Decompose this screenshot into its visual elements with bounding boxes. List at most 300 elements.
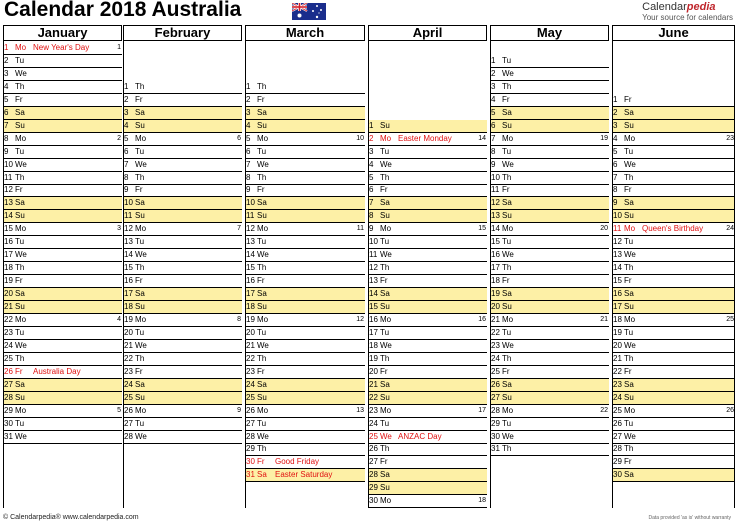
day-cell xyxy=(368,275,487,288)
day-cell xyxy=(490,314,609,327)
day-number: 21 xyxy=(4,302,13,311)
day-of-week: We xyxy=(380,250,392,260)
day-cell xyxy=(368,210,487,223)
day-number: 12 xyxy=(4,185,13,195)
day-cell xyxy=(490,262,609,275)
day-number: 20 xyxy=(4,289,13,299)
holiday-label: Good Friday xyxy=(275,457,320,467)
day-cell xyxy=(490,431,609,444)
day-of-week: Mo xyxy=(257,405,269,415)
day-number: 4 xyxy=(124,120,129,130)
day-of-week: We xyxy=(15,250,27,260)
day-of-week: We xyxy=(624,431,636,441)
day-of-week: Fr xyxy=(502,94,510,104)
day-of-week: Su xyxy=(380,392,390,402)
day-of-week: Fr xyxy=(15,276,23,286)
day-of-week: Mo xyxy=(257,224,269,234)
day-number: 14 xyxy=(4,211,13,221)
day-of-week: Sa xyxy=(380,289,390,299)
day-number: 19 xyxy=(491,289,500,299)
day-of-week: Tu xyxy=(15,327,25,337)
day-of-week: Sa xyxy=(257,379,267,389)
day-of-week: Sa xyxy=(15,107,25,117)
day-of-week: Fr xyxy=(135,366,143,376)
day-number: 26 xyxy=(4,366,13,376)
day-of-week: Su xyxy=(624,211,634,221)
day-of-week: Fr xyxy=(257,276,265,286)
day-number: 21 xyxy=(124,340,133,350)
day-number: 21 xyxy=(369,379,378,389)
day-cell xyxy=(368,327,487,340)
day-of-week: Tu xyxy=(502,327,512,337)
day-cell xyxy=(612,469,735,482)
day-number: 31 xyxy=(491,444,500,454)
day-of-week: Fr xyxy=(624,457,632,467)
day-cell xyxy=(245,133,365,146)
day-cell xyxy=(490,133,609,146)
day-number: 20 xyxy=(369,366,378,376)
day-number: 15 xyxy=(246,263,255,273)
holiday-label: Easter Saturday xyxy=(275,470,333,480)
day-cell xyxy=(490,120,609,133)
day-cell xyxy=(612,120,735,133)
day-of-week: Fr xyxy=(380,457,388,467)
column-divider xyxy=(245,41,246,508)
day-number: 18 xyxy=(4,263,13,273)
day-cell xyxy=(612,107,735,120)
day-cell xyxy=(368,184,487,197)
day-number: 24 xyxy=(491,353,500,363)
day-of-week: Fr xyxy=(502,366,510,376)
day-cell xyxy=(3,184,122,197)
day-number: 27 xyxy=(491,392,500,402)
day-of-week: Mo xyxy=(15,43,27,52)
day-of-week: Th xyxy=(135,353,145,363)
day-number: 23 xyxy=(4,327,13,337)
day-cell xyxy=(3,431,122,444)
day-of-week: Fr xyxy=(624,94,632,104)
day-number: 20 xyxy=(613,340,622,350)
day-cell xyxy=(3,340,122,353)
brand-tagline: Your source for calendars xyxy=(642,13,733,22)
month-header-april: April xyxy=(368,25,487,41)
day-cell xyxy=(123,405,242,418)
day-cell xyxy=(368,133,487,146)
day-of-week: Sa xyxy=(135,289,145,299)
day-of-week: Sa xyxy=(624,107,634,117)
week-number: 1 xyxy=(117,44,121,51)
day-number: 17 xyxy=(369,327,378,337)
day-cell xyxy=(612,379,735,392)
day-of-week: Mo xyxy=(257,314,269,324)
day-of-week: Sa xyxy=(15,379,25,389)
brand-logo xyxy=(642,1,733,23)
day-number: 19 xyxy=(4,276,13,286)
day-number: 6 xyxy=(491,120,496,130)
day-cell xyxy=(123,301,242,314)
day-of-week: Mo xyxy=(502,405,514,415)
day-number: 18 xyxy=(124,302,133,311)
day-number: 27 xyxy=(246,418,255,428)
day-of-week: Tu xyxy=(257,327,267,337)
day-number: 4 xyxy=(613,133,618,143)
day-of-week: Th xyxy=(624,172,634,182)
day-number: 14 xyxy=(491,224,500,234)
day-cell xyxy=(245,81,365,94)
day-cell xyxy=(612,340,735,353)
day-number: 22 xyxy=(613,366,622,376)
day-number: 19 xyxy=(246,314,255,324)
day-number: 20 xyxy=(246,327,255,337)
day-of-week: We xyxy=(257,431,269,441)
day-of-week: Tu xyxy=(15,418,25,428)
day-number: 9 xyxy=(491,159,496,169)
day-of-week: Tu xyxy=(502,146,512,156)
day-cell xyxy=(245,210,365,223)
day-of-week: Mo xyxy=(15,405,27,415)
day-cell xyxy=(612,418,735,431)
day-cell xyxy=(3,392,122,405)
day-number: 22 xyxy=(124,353,133,363)
day-cell xyxy=(123,107,242,120)
day-number: 29 xyxy=(4,405,13,415)
day-of-week: Fr xyxy=(502,185,510,195)
brand-name: Calendarpedia xyxy=(642,1,716,13)
day-cell xyxy=(612,301,735,314)
day-of-week: Fr xyxy=(257,185,265,195)
day-of-week: Tu xyxy=(624,418,634,428)
day-cell xyxy=(123,184,242,197)
day-of-week: Tu xyxy=(380,146,390,156)
day-of-week: Tu xyxy=(380,237,390,247)
day-of-week: Fr xyxy=(135,276,143,286)
day-of-week: Mo xyxy=(624,405,636,415)
day-cell xyxy=(368,223,487,236)
day-number: 27 xyxy=(4,379,13,389)
day-cell xyxy=(368,197,487,210)
day-of-week: Sa xyxy=(502,289,512,299)
day-cell xyxy=(612,249,735,262)
day-cell xyxy=(368,249,487,262)
day-cell xyxy=(245,262,365,275)
day-number: 2 xyxy=(369,133,374,143)
day-number: 1 xyxy=(369,120,374,130)
day-of-week: Mo xyxy=(15,224,27,234)
day-of-week: Su xyxy=(135,302,145,311)
day-of-week: Su xyxy=(257,120,267,130)
day-cell xyxy=(368,469,487,482)
day-number: 26 xyxy=(369,444,378,454)
day-number: 5 xyxy=(491,107,496,117)
day-cell xyxy=(490,249,609,262)
day-cell xyxy=(612,431,735,444)
day-cell xyxy=(3,418,122,431)
day-number: 16 xyxy=(246,276,255,286)
day-cell xyxy=(123,210,242,223)
day-cell xyxy=(612,353,735,366)
day-number: 6 xyxy=(613,159,618,169)
day-cell xyxy=(3,314,122,327)
day-number: 8 xyxy=(124,172,129,182)
day-number: 1 xyxy=(4,43,9,52)
day-number: 22 xyxy=(4,314,13,324)
column-divider xyxy=(490,41,491,508)
month-header-may: May xyxy=(490,25,609,41)
day-cell xyxy=(3,197,122,210)
day-cell xyxy=(123,197,242,210)
week-number: 10 xyxy=(356,134,364,142)
day-number: 14 xyxy=(369,289,378,299)
day-number: 10 xyxy=(4,159,13,169)
day-cell xyxy=(490,223,609,236)
day-cell xyxy=(368,443,487,456)
day-number: 12 xyxy=(491,198,500,208)
day-number: 16 xyxy=(491,250,500,260)
day-number: 6 xyxy=(246,146,251,156)
day-of-week: We xyxy=(502,250,514,260)
day-of-week: Tu xyxy=(15,55,25,65)
week-number: 20 xyxy=(600,225,608,233)
day-number: 7 xyxy=(4,120,9,130)
day-of-week: Tu xyxy=(15,237,25,247)
day-of-week: Mo xyxy=(15,314,27,324)
day-cell xyxy=(3,275,122,288)
day-cell xyxy=(612,366,735,379)
day-cell xyxy=(3,262,122,275)
day-number: 9 xyxy=(4,146,9,156)
day-number: 17 xyxy=(4,250,13,260)
day-of-week: Fr xyxy=(135,94,143,104)
day-of-week: Th xyxy=(15,353,25,363)
day-number: 13 xyxy=(491,211,500,221)
day-number: 7 xyxy=(491,133,496,143)
day-of-week: Sa xyxy=(135,198,145,208)
day-number: 21 xyxy=(613,353,622,363)
day-of-week: Sa xyxy=(135,379,145,389)
day-of-week: Su xyxy=(257,392,267,402)
day-of-week: We xyxy=(380,340,392,350)
day-of-week: Tu xyxy=(135,146,145,156)
day-number: 8 xyxy=(491,146,496,156)
day-number: 27 xyxy=(613,431,622,441)
day-number: 11 xyxy=(491,185,500,195)
day-number: 7 xyxy=(246,159,251,169)
day-of-week: Su xyxy=(15,302,25,311)
day-of-week: Th xyxy=(624,353,634,363)
day-number: 2 xyxy=(491,68,496,78)
day-cell xyxy=(612,405,735,418)
day-of-week: Mo xyxy=(380,314,392,324)
day-of-week: Th xyxy=(502,444,512,454)
day-cell xyxy=(612,327,735,340)
day-number: 15 xyxy=(369,302,378,311)
week-number: 21 xyxy=(600,315,608,323)
day-of-week: Sa xyxy=(624,379,634,389)
day-cell xyxy=(612,456,735,469)
day-number: 15 xyxy=(491,237,500,247)
day-of-week: Th xyxy=(380,444,390,454)
day-of-week: Th xyxy=(15,172,25,182)
week-number: 9 xyxy=(237,406,241,414)
day-cell xyxy=(368,159,487,172)
day-of-week: Fr xyxy=(257,94,265,104)
column-divider xyxy=(612,41,613,508)
day-number: 23 xyxy=(491,340,500,350)
day-number: 11 xyxy=(124,211,133,221)
day-of-week: Su xyxy=(624,302,634,311)
day-number: 25 xyxy=(246,392,255,402)
day-of-week: Th xyxy=(380,263,390,273)
day-cell xyxy=(490,392,609,405)
day-number: 11 xyxy=(613,224,622,234)
day-number: 1 xyxy=(491,55,496,65)
day-cell xyxy=(123,159,242,172)
day-of-week: Mo xyxy=(624,133,636,143)
column-divider xyxy=(123,41,124,508)
day-of-week: Th xyxy=(624,263,634,273)
day-cell xyxy=(612,262,735,275)
day-number: 2 xyxy=(613,107,618,117)
day-cell xyxy=(612,146,735,159)
day-number: 28 xyxy=(246,431,255,441)
day-number: 16 xyxy=(613,289,622,299)
day-cell xyxy=(612,159,735,172)
day-cell xyxy=(490,275,609,288)
day-of-week: We xyxy=(502,431,514,441)
day-number: 21 xyxy=(491,314,500,324)
week-number: 14 xyxy=(478,134,486,142)
day-number: 8 xyxy=(369,211,374,221)
day-of-week: Mo xyxy=(380,133,392,143)
day-cell xyxy=(245,366,365,379)
day-of-week: Mo xyxy=(257,133,269,143)
calendar-grid xyxy=(3,25,735,512)
day-cell xyxy=(245,456,365,469)
footer-disclaimer: Data provided 'as is' without warranty xyxy=(648,515,731,521)
week-number: 25 xyxy=(726,315,734,323)
day-number: 8 xyxy=(4,133,9,143)
day-of-week: Fr xyxy=(15,185,23,195)
day-number: 25 xyxy=(491,366,500,376)
day-cell xyxy=(3,159,122,172)
day-cell xyxy=(245,159,365,172)
day-of-week: Tu xyxy=(135,327,145,337)
day-of-week: Mo xyxy=(15,133,27,143)
day-number: 20 xyxy=(491,302,500,311)
day-number: 9 xyxy=(369,224,374,234)
day-cell xyxy=(490,327,609,340)
day-number: 10 xyxy=(369,237,378,247)
day-cell xyxy=(123,340,242,353)
day-cell xyxy=(245,431,365,444)
day-number: 14 xyxy=(246,250,255,260)
day-cell xyxy=(612,275,735,288)
day-number: 13 xyxy=(246,237,255,247)
day-number: 5 xyxy=(4,94,9,104)
day-cell xyxy=(245,94,365,107)
day-of-week: Mo xyxy=(135,224,147,234)
day-cell xyxy=(3,55,122,68)
day-of-week: We xyxy=(135,340,147,350)
week-number: 13 xyxy=(356,406,364,414)
day-cell xyxy=(123,262,242,275)
day-cell xyxy=(612,392,735,405)
day-cell xyxy=(245,249,365,262)
day-number: 26 xyxy=(124,405,133,415)
day-cell xyxy=(245,443,365,456)
day-of-week: Mo xyxy=(624,314,636,324)
day-number: 30 xyxy=(4,418,13,428)
day-of-week: Th xyxy=(502,172,512,182)
day-of-week: We xyxy=(135,250,147,260)
day-cell xyxy=(490,353,609,366)
day-cell xyxy=(490,236,609,249)
day-of-week: Tu xyxy=(502,237,512,247)
day-number: 25 xyxy=(613,405,622,415)
day-of-week: Fr xyxy=(380,366,388,376)
day-cell xyxy=(612,94,735,107)
day-cell xyxy=(3,68,122,81)
day-of-week: Tu xyxy=(624,327,634,337)
day-cell xyxy=(245,172,365,185)
day-of-week: Sa xyxy=(502,198,512,208)
day-cell xyxy=(490,94,609,107)
week-number: 7 xyxy=(237,225,241,233)
day-cell xyxy=(3,42,122,55)
day-number: 13 xyxy=(613,250,622,260)
day-of-week: Su xyxy=(624,120,634,130)
day-of-week: Su xyxy=(380,483,390,493)
day-cell xyxy=(245,275,365,288)
day-cell xyxy=(612,443,735,456)
day-of-week: Th xyxy=(624,444,634,454)
day-number: 3 xyxy=(491,81,496,91)
day-of-week: Su xyxy=(135,392,145,402)
day-cell xyxy=(123,379,242,392)
day-cell xyxy=(3,236,122,249)
day-number: 25 xyxy=(124,392,133,402)
day-cell xyxy=(3,288,122,301)
day-of-week: Fr xyxy=(380,185,388,195)
day-cell xyxy=(490,443,609,456)
day-cell xyxy=(368,288,487,301)
day-cell xyxy=(245,418,365,431)
day-number: 24 xyxy=(369,418,378,428)
day-cell xyxy=(490,146,609,159)
day-number: 7 xyxy=(369,198,374,208)
day-number: 4 xyxy=(246,120,251,130)
day-cell xyxy=(368,366,487,379)
day-number: 24 xyxy=(613,392,622,402)
day-cell xyxy=(3,353,122,366)
day-of-week: We xyxy=(502,159,514,169)
day-of-week: Tu xyxy=(135,418,145,428)
day-cell xyxy=(490,81,609,94)
day-of-week: Th xyxy=(257,444,267,454)
day-cell xyxy=(490,340,609,353)
week-number: 26 xyxy=(726,406,734,414)
day-of-week: Sa xyxy=(15,289,25,299)
day-cell xyxy=(490,159,609,172)
day-number: 11 xyxy=(4,172,13,182)
day-of-week: Su xyxy=(135,120,145,130)
day-of-week: Th xyxy=(135,172,145,182)
day-cell xyxy=(123,431,242,444)
day-cell xyxy=(123,275,242,288)
day-cell xyxy=(3,366,122,379)
day-of-week: Th xyxy=(257,172,267,182)
day-number: 23 xyxy=(369,405,378,415)
